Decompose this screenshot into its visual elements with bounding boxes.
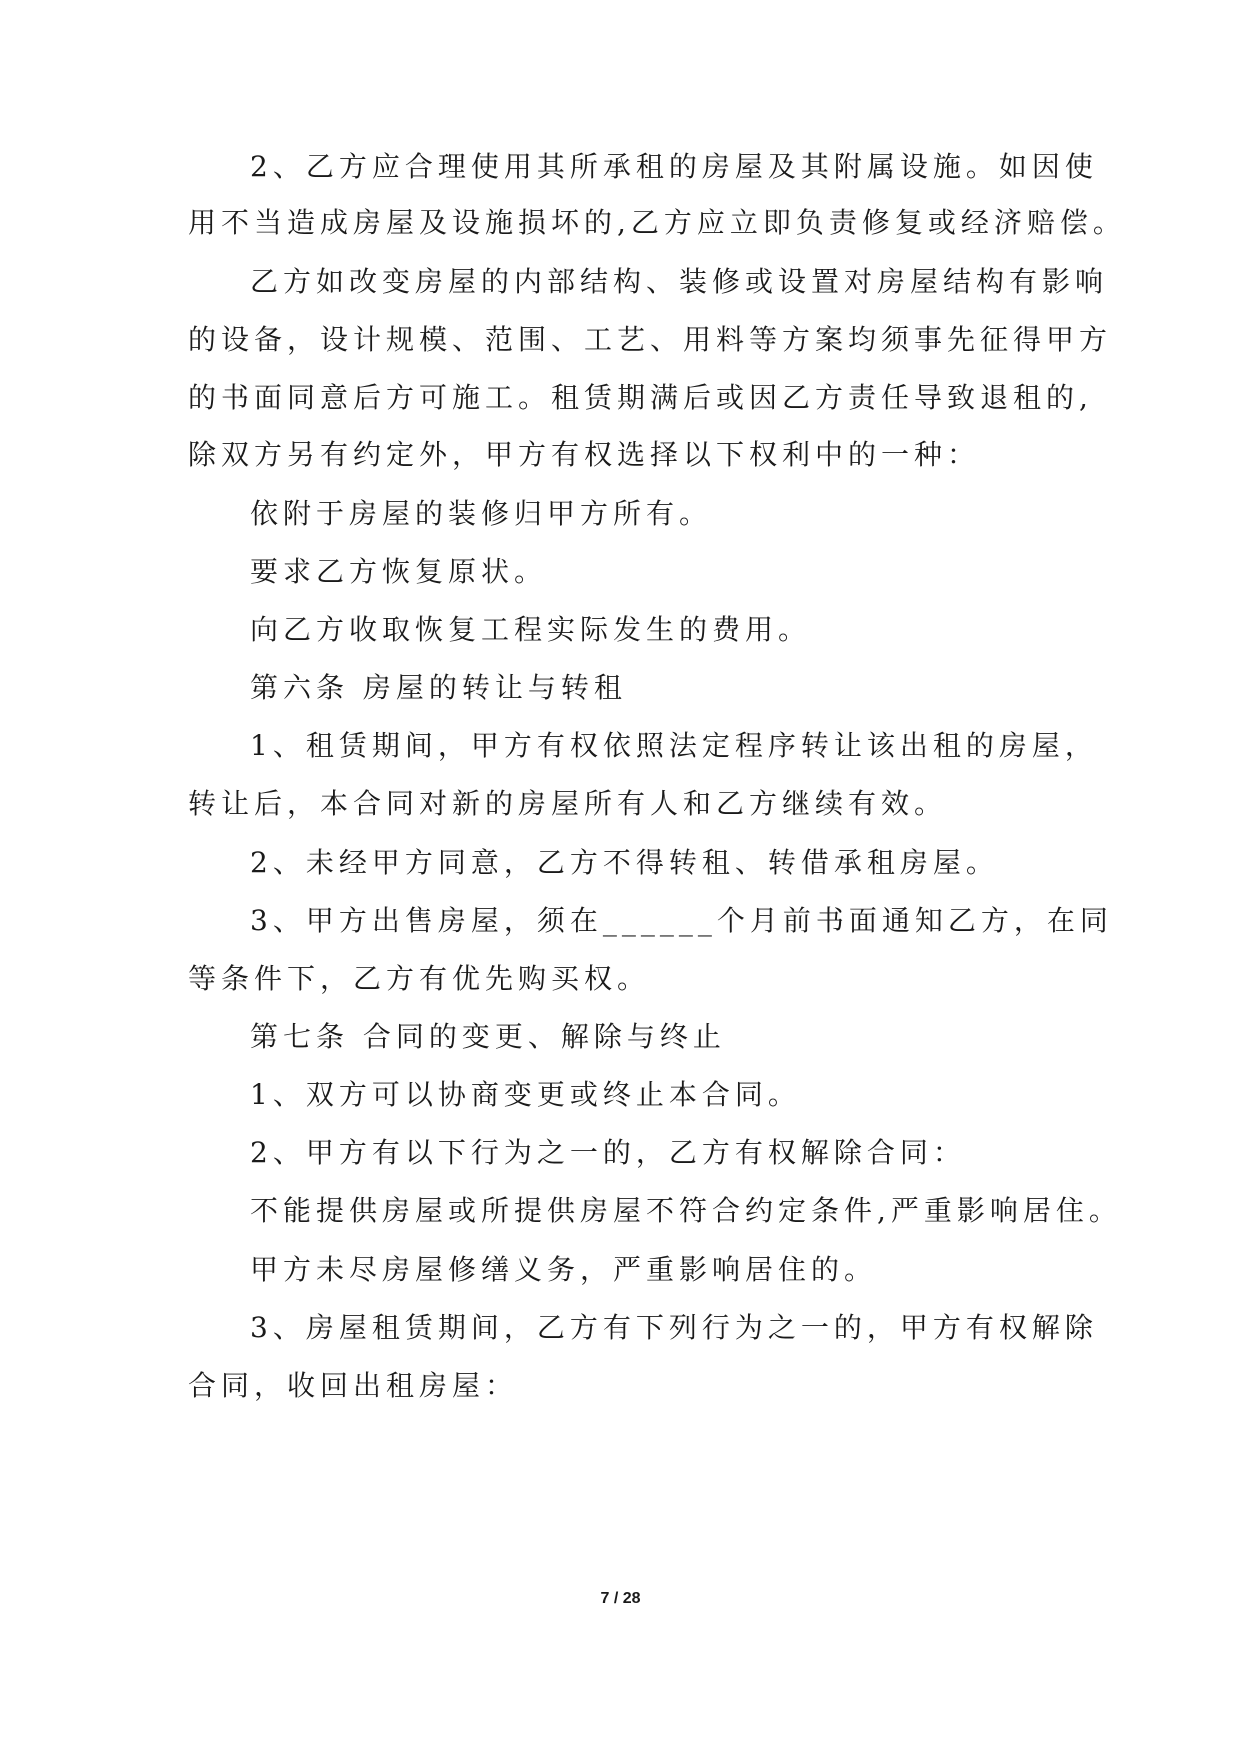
list-item: 依附于房屋的装修归甲方所有。	[250, 497, 713, 530]
paragraph-line: 的设备，设计规模、范围、工艺、用料等方案均须事先征得甲方	[188, 323, 1113, 356]
paragraph-line: 3、房屋租赁期间，乙方有下列行为之一的，甲方有权解除	[250, 1311, 1098, 1344]
paragraph-line: 1、租赁期间，甲方有权依照法定程序转让该出租的房屋，	[250, 729, 1098, 762]
paragraph-line: 乙方如改变房屋的内部结构、装修或设置对房屋结构有影响	[250, 265, 1109, 298]
page-number: 7 / 28	[600, 1590, 641, 1607]
paragraph-line: 1、双方可以协商变更或终止本合同。	[250, 1078, 801, 1111]
paragraph-line: 2、甲方有以下行为之一的，乙方有权解除合同：	[250, 1136, 966, 1169]
paragraph-line: 合同，收回出租房屋：	[188, 1369, 519, 1402]
list-item: 不能提供房屋或所提供房屋不符合约定条件,严重影响居住。	[250, 1194, 1122, 1227]
paragraph-line: 转让后，本合同对新的房屋所有人和乙方继续有效。	[188, 787, 948, 820]
paragraph-line: 用不当造成房屋及设施损坏的,乙方应立即负责修复或经济赔偿。	[188, 206, 1126, 239]
paragraph-line: 的书面同意后方可施工。租赁期满后或因乙方责任导致退租的,	[188, 381, 1093, 414]
list-item: 向乙方收取恢复工程实际发生的费用。	[250, 613, 812, 646]
list-item: 甲方未尽房屋修缮义务，严重影响居住的。	[250, 1253, 878, 1286]
paragraph-line: 等条件下，乙方有优先购买权。	[188, 962, 651, 995]
paragraph-line: 3、甲方出售房屋，须在______个月前书面通知乙方，在同	[250, 904, 1113, 937]
section-heading: 第六条 房屋的转让与转租	[250, 671, 627, 704]
paragraph-line: 2、乙方应合理使用其所承租的房屋及其附属设施。如因使	[250, 150, 1098, 183]
list-item: 要求乙方恢复原状。	[250, 555, 548, 588]
paragraph-line: 2、未经甲方同意，乙方不得转租、转借承租房屋。	[250, 846, 999, 879]
paragraph-line: 除双方另有约定外，甲方有权选择以下权利中的一种：	[188, 438, 981, 471]
section-heading: 第七条 合同的变更、解除与终止	[250, 1020, 726, 1053]
